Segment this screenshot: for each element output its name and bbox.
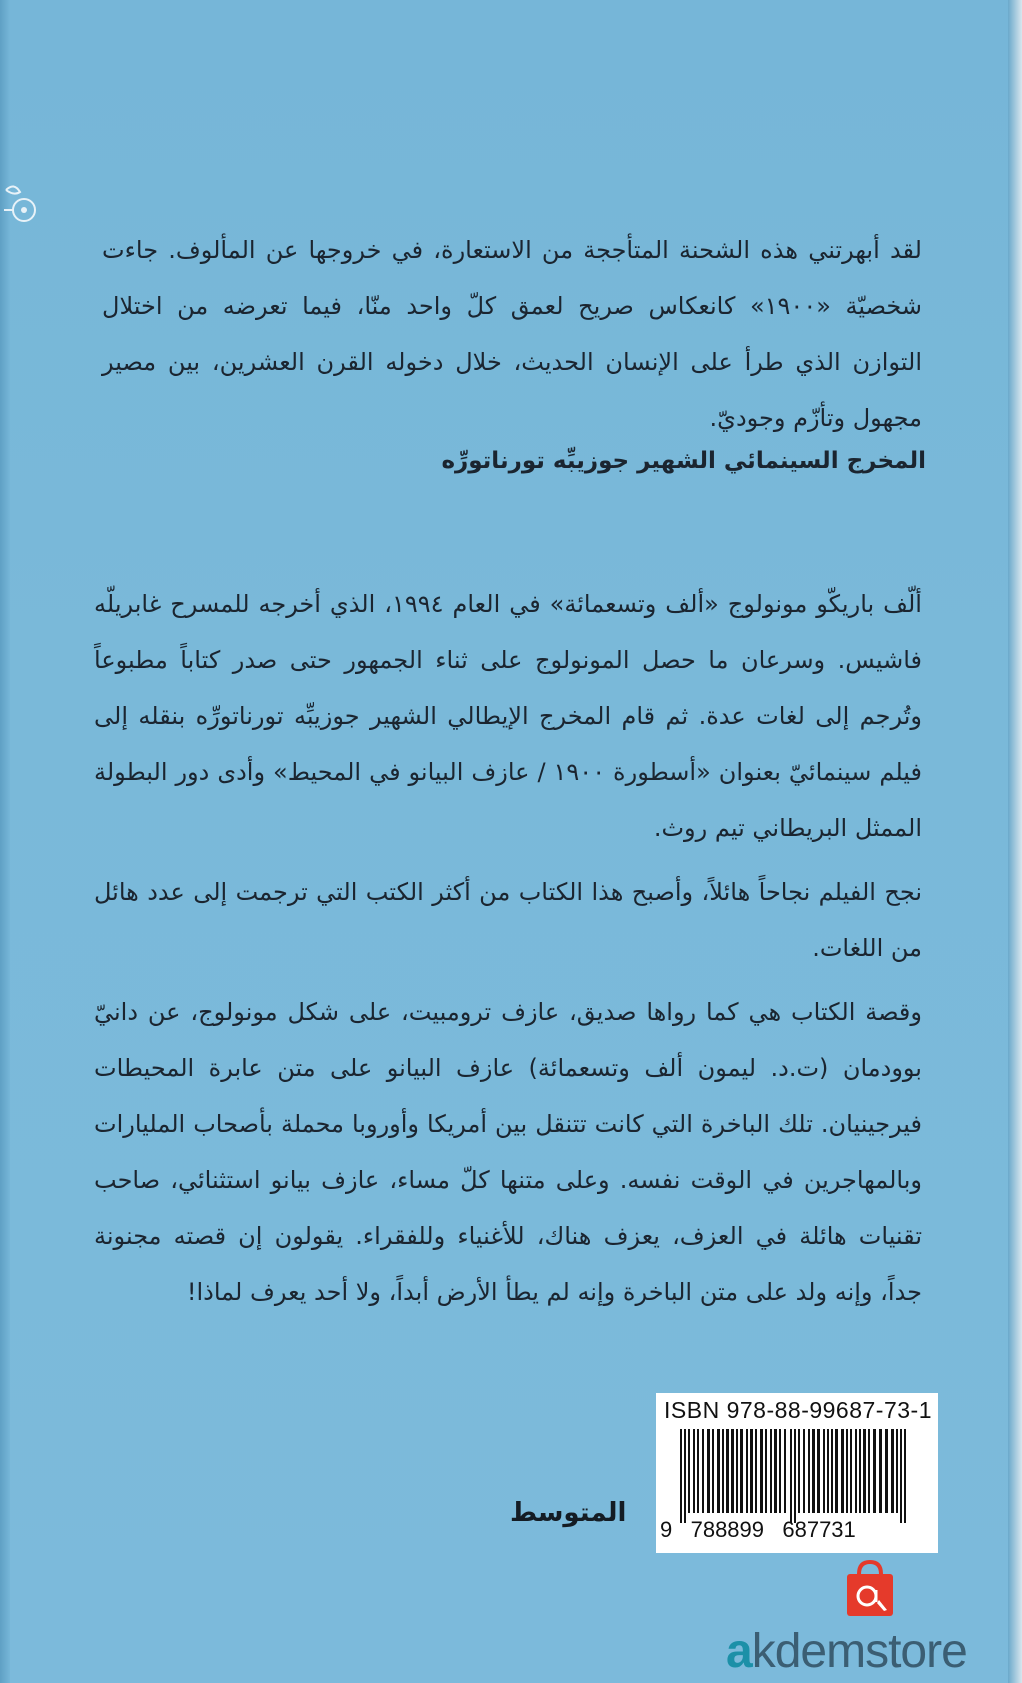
barcode-bar xyxy=(722,1429,724,1513)
quote-text: لقد أبهرتني هذه الشحنة المتأججة من الاستعارة، في خروجها عن المألوف. جاءت شخصيّة «١٩٠٠» كانعكاس صريح لعمق كلّ واحد منّا، فيما تعرضه من اختلال التوازن الذي طرأ على الإنسان الحديث، خلال دخوله القرن العشرين، بين مصير مجهول وتأزّم وجوديّ. xyxy=(102,236,922,432)
barcode-bar xyxy=(794,1429,796,1523)
barcode-bar xyxy=(684,1429,686,1523)
barcode-bar xyxy=(817,1429,820,1513)
store-name-prefix: a xyxy=(726,1625,752,1678)
barcode-bar xyxy=(808,1429,810,1513)
barcode-bar xyxy=(846,1429,848,1513)
barcode-bar xyxy=(900,1429,902,1523)
barcode-bar xyxy=(750,1429,753,1513)
barcode-bar xyxy=(863,1429,866,1513)
barcode-bar xyxy=(726,1429,729,1513)
barcode-bar xyxy=(896,1429,898,1513)
store-watermark xyxy=(726,1624,1018,1680)
barcode-bar xyxy=(798,1429,800,1513)
description-paragraph: نجح الفيلم نجاحاً هائلاً، وأصبح هذا الكتاب من أكثر الكتب التي ترجمت إلى عدد هائل من اللغات. xyxy=(94,878,922,962)
barcode-bar xyxy=(803,1429,805,1513)
description-paragraph: وقصة الكتاب هي كما رواها صديق، عازف ترومبيت، على شكل مونولوج، عن دانيّ بوودمان (ت.د. ليمون ألف وتسعمائة) عازف البيانو على متن عابرة المحيطات فيرجينيان. تلك الباخرة التي كانت تتنقل بين أمريكا وأوروبا محملة بأصحاب المليارات وبالمهاجرين في الوقت نفسه. وعلى متنها كلّ مساء، عازف بيانو استثنائي، صاحب تقنيات هائلة في العزف، يعزف هناك، للأغنياء وللفقراء. يقولون إن قصته مجنونة جداً، وإنه ولد على متن الباخرة وإنه لم يطأ الأرض أبداً، ولا أحد يعرف لماذا! xyxy=(94,998,922,1306)
barcode-first-digit: 9 xyxy=(660,1517,673,1542)
barcode-bar xyxy=(868,1429,870,1513)
barcode-bar xyxy=(731,1429,734,1513)
barcode-digits xyxy=(660,1517,856,1543)
barcode-bar xyxy=(770,1429,772,1513)
barcode-bar xyxy=(707,1429,710,1513)
barcode-bar xyxy=(879,1429,882,1513)
barcode-bar xyxy=(774,1429,777,1513)
barcode-bar xyxy=(702,1429,704,1513)
barcode-bar xyxy=(765,1429,767,1513)
barcode-bar xyxy=(680,1429,682,1523)
barcode-bar xyxy=(859,1429,861,1513)
barcode-bar xyxy=(835,1429,838,1513)
barcode-bar xyxy=(841,1429,844,1513)
isbn-barcode xyxy=(656,1393,938,1553)
spine-logo-icon xyxy=(2,180,42,260)
barcode-bar xyxy=(779,1429,781,1513)
barcode-bar xyxy=(760,1429,763,1513)
barcode-bar xyxy=(784,1429,786,1513)
barcode-bar xyxy=(688,1429,690,1513)
description-paragraph: ألّف باريكّو مونولوج «ألف وتسعمائة» في العام ١٩٩٤، الذي أخرجه للمسرح غابريلّه فاشيس. وسرعان ما حصل المونولوج على ثناء الجمهور حتى صدر كتاباً مطبوعاً وتُرجم إلى لغات عدة. ثم قام المخرج الإيطالي الشهير جوزيبِّه تورناتورِّه بنقله إلى فيلم سينمائيّ بعنوان «أسطورة ١٩٠٠ / عازف البيانو في المحيط» وأدى دور البطولة الممثل البريطاني تيم روث. xyxy=(94,590,922,842)
barcode-bars xyxy=(666,1429,928,1523)
barcode-bar xyxy=(712,1429,714,1513)
barcode-bar xyxy=(831,1429,833,1513)
store-bag-icon xyxy=(843,1560,897,1618)
barcode-bar xyxy=(755,1429,757,1513)
book-description xyxy=(94,576,922,1320)
barcode-bar xyxy=(693,1429,695,1513)
review-quote xyxy=(102,222,922,446)
barcode-bar xyxy=(746,1429,748,1513)
barcode-bar xyxy=(885,1429,888,1513)
barcode-bar xyxy=(904,1429,906,1523)
barcode-bar xyxy=(812,1429,815,1513)
store-name-rest: kdemstore xyxy=(751,1625,967,1678)
barcode-bar xyxy=(717,1429,720,1513)
barcode-bar xyxy=(790,1429,792,1523)
barcode-bar xyxy=(850,1429,852,1513)
barcode-right-group: 687731 xyxy=(782,1517,856,1542)
barcode-bar xyxy=(855,1429,857,1513)
barcode-bar xyxy=(736,1429,738,1513)
isbn-label: ISBN 978-88-99687-73-1 xyxy=(664,1397,932,1423)
barcode-bar xyxy=(827,1429,829,1513)
barcode-bar xyxy=(891,1429,894,1513)
quote-author: المخرج السينمائي الشهير جوزيبِّه تورناتورِّه xyxy=(441,448,926,474)
barcode-left-group: 788899 xyxy=(690,1517,765,1542)
publisher-logo: المتوسط xyxy=(510,1498,627,1528)
page-edge xyxy=(1008,0,1022,1683)
barcode-bar xyxy=(873,1429,876,1513)
barcode-bar xyxy=(823,1429,825,1513)
barcode-bar xyxy=(740,1429,743,1513)
barcode-bar xyxy=(697,1429,699,1513)
